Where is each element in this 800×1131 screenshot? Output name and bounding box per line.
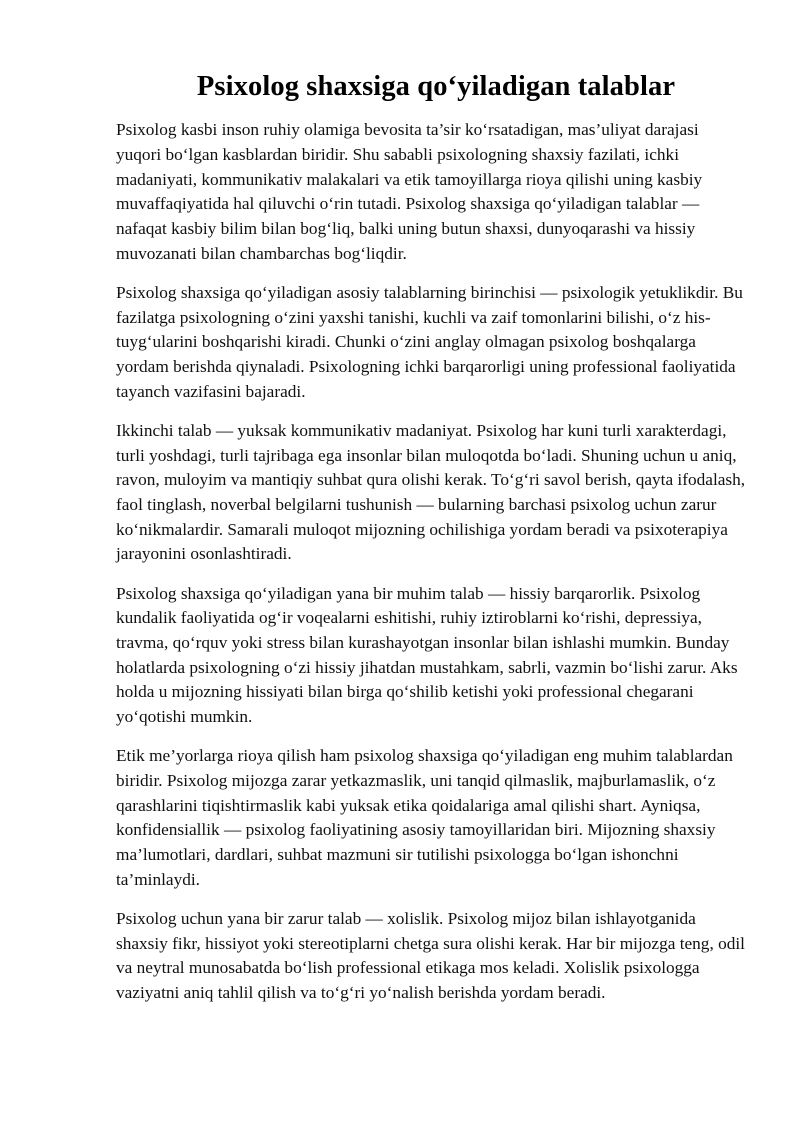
paragraph-6: Psixolog uchun yana bir zarur talab — xolislik. Psixolog mijoz bilan ishlayotganida shaxsiy fikr, hissiyot yoki stereotiplarni chetga sura olishi kerak. Har bir mijozga teng, odil va neytral munosabatda bo‘lish professional etikaga mos keladi. Xolislik psixologga vaziyatni aniq tahlil qilish va to‘g‘ri yo‘nalish berishda yordam beradi. xyxy=(116,909,745,1003)
paragraph-1: Psixolog kasbi inson ruhiy olamiga bevosita ta’sir ko‘rsatadigan, mas’uliyat darajasi yuqori bo‘lgan kasblardan biridir. Shu sababli psixologning shaxsiy fazilati, ichki madaniyati, kommunikativ malakalari va etik tamoyillarga rioya qilishi uning kasbiy muvaffaqiyatida hal qiluvchi o‘rin tutadi. Psixolog shaxsiga qo‘yiladigan talablar — nafaqat kasbiy bilim bilan bog‘liq, balki uning butun shaxsi, dunyoqarashi va hissiy muvozanati bilan chambarchas bog‘liqdir. xyxy=(116,120,703,263)
paragraph-3: Ikkinchi talab — yuksak kommunikativ madaniyat. Psixolog har kuni turli xarakterdagi, turli yoshdagi, turli tajribaga ega insonlar bilan muloqotda bo‘ladi. Shuning uchun u aniq, ravon, muloyim va mantiqiy suhbat qura olishi kerak. To‘g‘ri savol berish, qayta ifodalash, faol tinglash, noverbal belgilarni tushunish — bularning barchasi psixolog uchun zarur ko‘nikmalardir. Samarali muloqot mijozning ochilishiga yordam beradi va psixoterapiya jarayonini osonlashtiradi. xyxy=(116,420,746,564)
document-page xyxy=(116,70,746,1020)
paragraph-4: Psixolog shaxsiga qo‘yiladigan yana bir muhim talab — hissiy barqarorlik. Psixolog kundalik faoliyatida og‘ir voqealarni eshitishi, ruhiy iztiroblarni ko‘rishi, depressiya, travma, qo‘rquv yoki stress bilan kurashayotgan insonlar bilan ishlashi mumkin. Bunday holatlarda psixologning o‘zi hissiy jihatdan mustahkam, sabrli, vazmin bo‘lishi zarur. Aks holda u mijozning hissiyati bilan birga qo‘shilib ketishi yoki professional chegarani yo‘qotishi mumkin. xyxy=(116,583,738,727)
paragraph-5: Etik me’yorlarga rioya qilish ham psixolog shaxsiga qo‘yiladigan eng muhim talablardan biridir. Psixolog mijozga zarar yetkazmaslik, uni tanqid qilmaslik, majburlamaslik, o‘z qarashlarini tiqishtirmaslik kabi yuksak etika qoidalariga amal qilishi shart. Ayniqsa, konfidensiallik — psixolog faoliyatining asosiy tamoyillaridan biri. Mijozning shaxsiy ma’lumotlari, dardlari, suhbat mazmuni sir tutilishi psixologga bo‘lgan ishonchni ta’minlaydi. xyxy=(116,746,733,889)
paragraph-2: Psixolog shaxsiga qo‘yiladigan asosiy talablarning birinchisi — psixologik yetuklikdir. Bu fazilatga psixologning o‘zini yaxshi tanishi, kuchli va zaif tomonlarini bilishi, o‘z his-tuyg‘ularini boshqarishi kiradi. Chunki o‘zini anglay olmagan psixolog boshqalarga yordam berishda qiynaladi. Psixologning ichki barqarorligi uning professional faoliyatida tayanch vazifasini bajaradi. xyxy=(116,282,743,401)
document-title: Psixolog shaxsiga qo‘yiladigan talablar xyxy=(196,71,676,102)
